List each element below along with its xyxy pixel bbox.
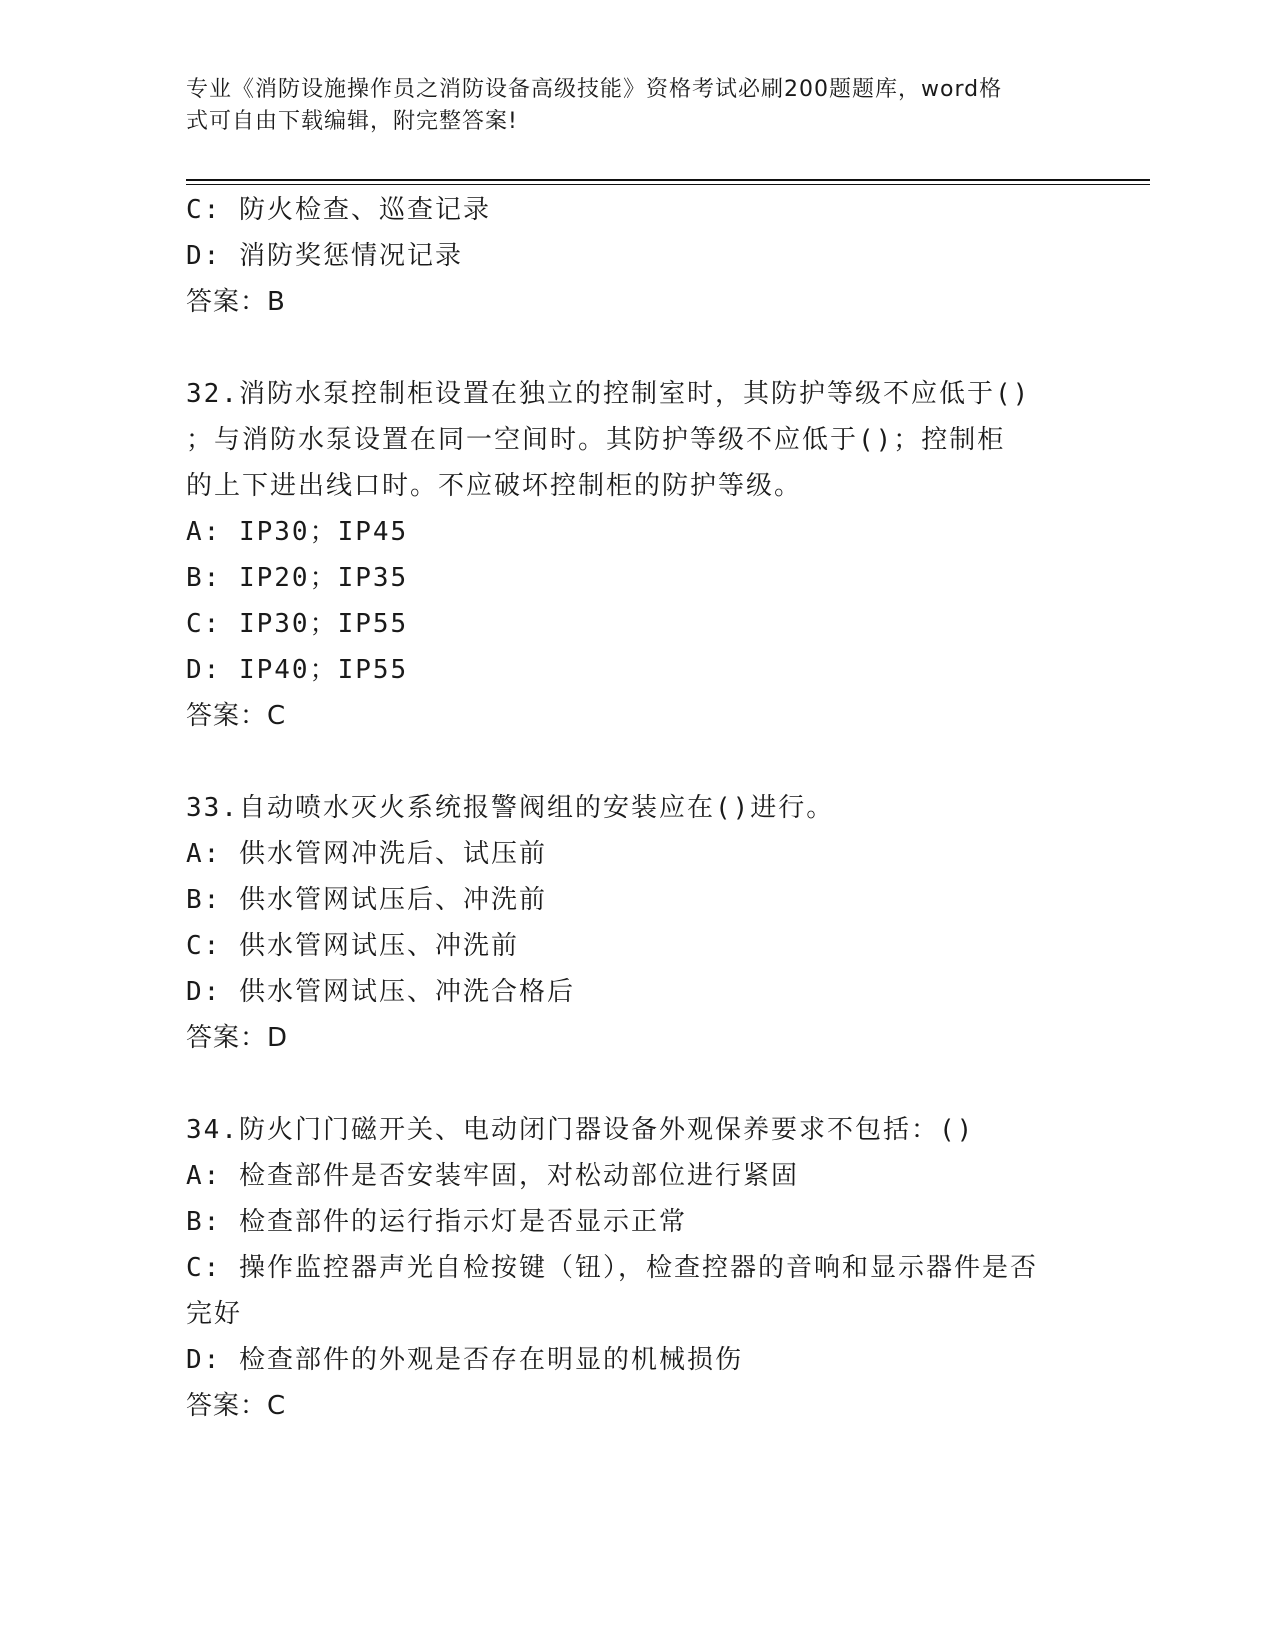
- header-divider-thick: [186, 179, 1150, 181]
- question-text-line: 34.防火门门磁开关、电动闭门器设备外观保养要求不包括：(): [186, 1115, 975, 1145]
- option-c: C: 供水管网试压、冲洗前: [186, 931, 519, 961]
- question-block-34: [186, 1107, 1086, 1429]
- option-c: C: 防火检查、巡查记录: [186, 195, 491, 225]
- option-d: D: IP40；IP55: [186, 655, 409, 685]
- question-block-33: [186, 785, 1086, 1061]
- option-d: D: 检查部件的外观是否存在明显的机械损伤: [186, 1345, 743, 1375]
- spacer: [186, 325, 1086, 371]
- document-header: [186, 74, 1066, 138]
- option-a: A: 检查部件是否安装牢固，对松动部位进行紧固: [186, 1161, 799, 1191]
- spacer: [186, 739, 1086, 785]
- option-b: B: 供水管网试压后、冲洗前: [186, 885, 547, 915]
- question-content: [186, 187, 1086, 1429]
- answer-line: 答案：C: [186, 1391, 287, 1421]
- option-d: D: 消防奖惩情况记录: [186, 241, 463, 271]
- header-line-1: 专业《消防设施操作员之消防设备高级技能》资格考试必刷200题题库，word格: [186, 77, 1003, 102]
- question-text-line: 33.自动喷水灭火系统报警阀组的安装应在()进行。: [186, 793, 835, 823]
- option-b: B: 检查部件的运行指示灯是否显示正常: [186, 1207, 687, 1237]
- question-text-line: 的上下进出线口时。不应破坏控制柜的防护等级。: [186, 471, 803, 501]
- question-block-32: [186, 371, 1086, 739]
- answer-line: 答案：C: [186, 701, 287, 731]
- option-a: A: IP30；IP45: [186, 517, 409, 547]
- answer-line: 答案：B: [186, 287, 286, 317]
- header-divider-thin: [186, 184, 1150, 185]
- option-c: C: IP30；IP55: [186, 609, 409, 639]
- header-line-2: 式可自由下载编辑，附完整答案!: [186, 109, 518, 134]
- spacer: [186, 1061, 1086, 1107]
- option-d: D: 供水管网试压、冲洗合格后: [186, 977, 575, 1007]
- question-text-line: ；与消防水泵设置在同一空间时。其防护等级不应低于()；控制柜: [186, 425, 1006, 455]
- option-c: C: 操作监控器声光自检按键（钮），检查控器的音响和显示器件是否: [186, 1253, 1038, 1283]
- question-block-prev: [186, 187, 1086, 325]
- option-c-continued: 完好: [186, 1299, 243, 1329]
- option-a: A: 供水管网冲洗后、试压前: [186, 839, 547, 869]
- question-text-line: 32.消防水泵控制柜设置在独立的控制室时，其防护等级不应低于(): [186, 379, 1031, 409]
- option-b: B: IP20；IP35: [186, 563, 409, 593]
- answer-line: 答案：D: [186, 1023, 289, 1053]
